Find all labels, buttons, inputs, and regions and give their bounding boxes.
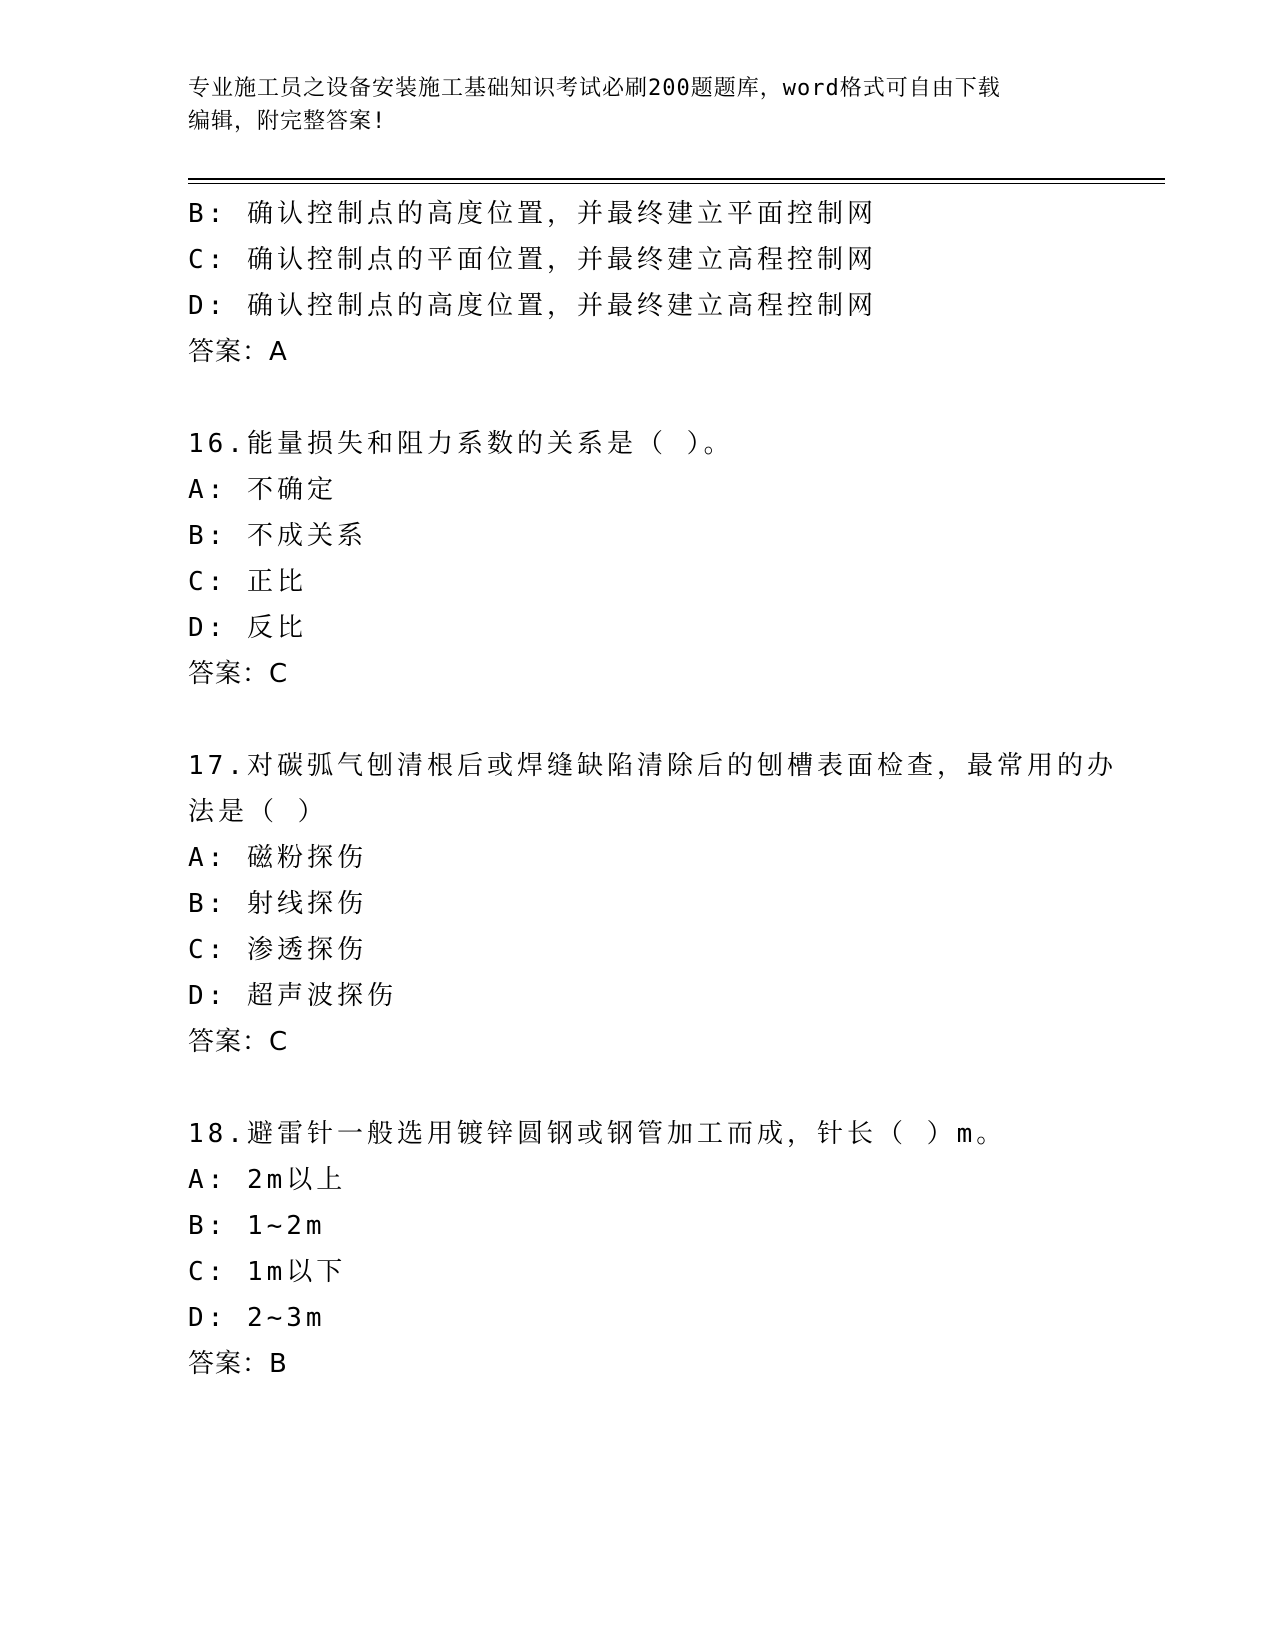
option-b: B: 不成关系 xyxy=(188,521,367,551)
question-block-18 xyxy=(188,1111,1088,1387)
header-divider-thick xyxy=(188,178,1165,180)
spacer xyxy=(188,375,1088,421)
answer: 答案：C xyxy=(188,659,289,689)
option-a: A: 2m以上 xyxy=(188,1165,347,1195)
option-c: C: 确认控制点的平面位置，并最终建立高程控制网 xyxy=(188,245,877,275)
option-a: A: 不确定 xyxy=(188,475,337,505)
option-d: D: 确认控制点的高度位置，并最终建立高程控制网 xyxy=(188,291,877,321)
option-d: D: 超声波探伤 xyxy=(188,981,397,1011)
option-d: D: 反比 xyxy=(188,613,307,643)
answer: 答案：A xyxy=(188,337,288,367)
question-text: 17.对碳弧气刨清根后或焊缝缺陷清除后的刨槽表面检查，最常用的办 xyxy=(188,751,1117,781)
question-block-17 xyxy=(188,743,1117,1065)
header-title-line2: 编辑，附完整答案! xyxy=(188,109,387,134)
option-b: B: 射线探伤 xyxy=(188,889,367,919)
question-block-16 xyxy=(188,421,1088,697)
option-b: B: 1~2m xyxy=(188,1211,326,1241)
question-list xyxy=(188,191,1117,1387)
spacer xyxy=(188,1065,1088,1111)
document-header xyxy=(188,72,1088,138)
option-a: A: 磁粉探伤 xyxy=(188,843,367,873)
option-c: C: 正比 xyxy=(188,567,307,597)
question-text-continued: 法是（ ） xyxy=(188,797,328,827)
option-b: B: 确认控制点的高度位置，并最终建立平面控制网 xyxy=(188,199,877,229)
answer: 答案：B xyxy=(188,1349,288,1379)
header-divider-thin xyxy=(188,183,1165,184)
header-title-line1: 专业施工员之设备安装施工基础知识考试必刷200题题库，word格式可自由下载 xyxy=(188,76,1001,101)
question-text: 16.能量损失和阻力系数的关系是（ ）。 xyxy=(188,429,734,459)
question-text: 18.避雷针一般选用镀锌圆钢或钢管加工而成，针长（ ）m。 xyxy=(188,1119,1007,1149)
option-c: C: 渗透探伤 xyxy=(188,935,367,965)
spacer xyxy=(188,697,1088,743)
answer: 答案：C xyxy=(188,1027,289,1057)
option-c: C: 1m以下 xyxy=(188,1257,347,1287)
question-block-15 xyxy=(188,191,1088,375)
option-d: D: 2~3m xyxy=(188,1303,326,1333)
